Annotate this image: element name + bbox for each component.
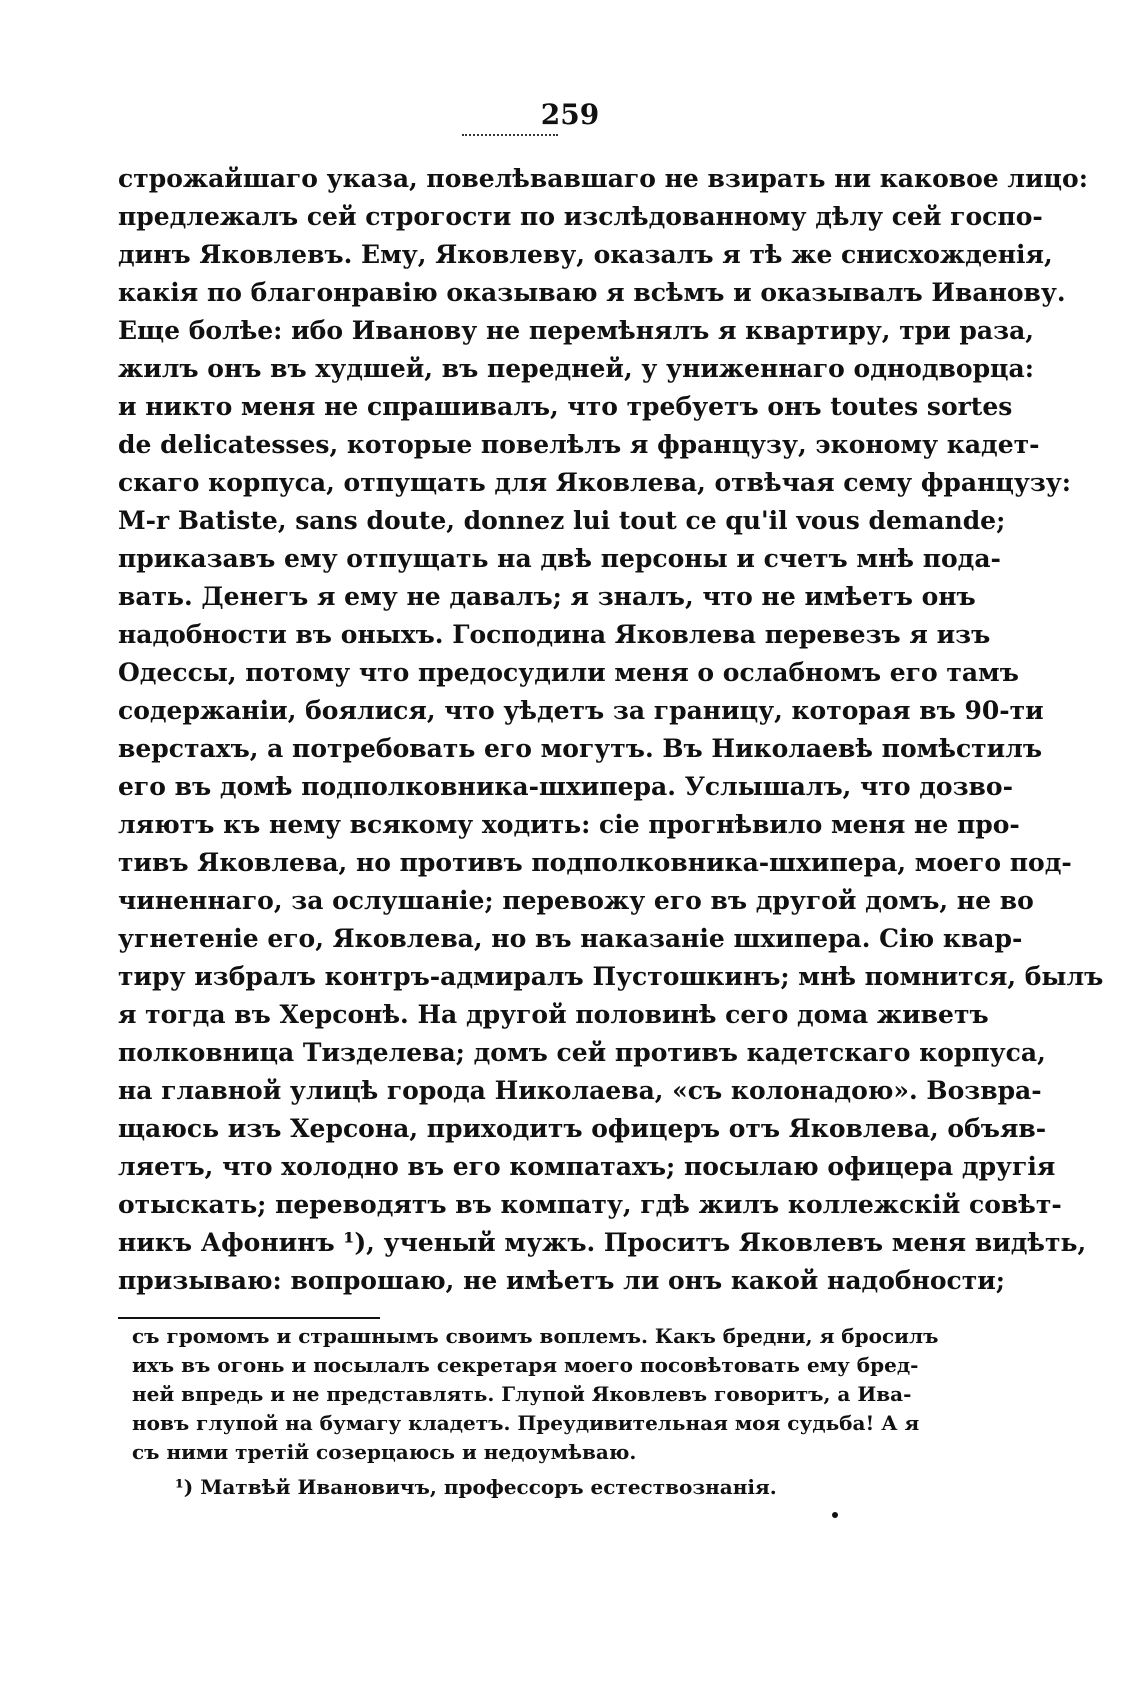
footnote-line: съ ними третій созерцаюсь и недоумѣваю. xyxy=(132,1440,637,1464)
text-line: отыскать; переводятъ въ компату, гдѣ жилъ коллежскій совѣт- xyxy=(118,1190,1062,1219)
text-line: призываю: вопрошаю, не имѣетъ ли онъ какой надобности; xyxy=(118,1266,1006,1295)
text-line: какія по благонравію оказываю я всѣмъ и оказывалъ Иванову. xyxy=(118,278,1066,307)
text-line: de delicatesses, которые повелѣлъ я французу, эконому кадет- xyxy=(118,430,1040,459)
page-number: 259 xyxy=(540,98,600,131)
text-line: на главной улицѣ города Николаева, «съ колонадою». Возвра- xyxy=(118,1076,1042,1105)
text-line: жилъ онъ въ худшей, въ передней, у униженнаго однодворца: xyxy=(118,354,1034,383)
ink-speck xyxy=(832,1512,838,1518)
text-line: ляютъ къ нему всякому ходить: сіе прогнѣвило меня не про- xyxy=(118,810,1020,839)
text-line: угнетеніе его, Яковлева, но въ наказаніе шхипера. Сію квар- xyxy=(118,924,1023,953)
text-line: тивъ Яковлева, но противъ подполковника-шхипера, моего под- xyxy=(118,848,1072,877)
text-line: я тогда въ Херсонѣ. На другой половинѣ сего дома живетъ xyxy=(118,1000,989,1029)
footnote-rule xyxy=(118,1317,380,1319)
footnote-text: Матвѣй Ивановичъ, профессоръ естествознанія. xyxy=(200,1475,777,1499)
text-line: тиру избралъ контръ-адмиралъ Пустошкинъ; мнѣ помнится, былъ xyxy=(118,962,1104,991)
text-line: вать. Денегъ я ему не давалъ; я зналъ, что не имѣетъ онъ xyxy=(118,582,976,611)
text-line: его въ домѣ подполковника-шхипера. Услышалъ, что дозво- xyxy=(118,772,1013,801)
body-text xyxy=(118,160,1104,1300)
footnote-line: съ громомъ и страшнымъ своимъ воплемъ. Какъ бредни, я бросилъ xyxy=(132,1324,939,1348)
footnote-line: ихъ въ огонь и посылалъ секретаря моего посовѣтовать ему бред- xyxy=(132,1353,919,1377)
text-line: щаюсь изъ Херсона, приходитъ офицеръ отъ Яковлева, объяв- xyxy=(118,1114,1047,1143)
text-line: предлежалъ сей строгости по изслѣдованному дѣлу сей госпо- xyxy=(118,202,1043,231)
page-number-rule xyxy=(462,134,558,136)
text-line: и никто меня не спрашивалъ, что требуетъ онъ toutes sortes xyxy=(118,392,1013,421)
footnote-continuation xyxy=(132,1322,939,1467)
text-line: строжайшаго указа, повелѣвавшаго не взирать ни каковое лицо: xyxy=(118,164,1088,193)
text-line: надобности въ оныхъ. Господина Яковлева перевезъ я изъ xyxy=(118,620,991,649)
text-line: ляетъ, что холодно въ его компатахъ; посылаю офицера другія xyxy=(118,1152,1056,1181)
text-line: полковница Тизделева; домъ сей противъ кадетскаго корпуса, xyxy=(118,1038,1046,1067)
text-line: никъ Афонинъ ¹), ученый мужъ. Проситъ Яковлевъ меня видѣть, xyxy=(118,1228,1087,1257)
text-line: приказавъ ему отпущать на двѣ персоны и счетъ мнѣ пода- xyxy=(118,544,1001,573)
text-line: динъ Яковлевъ. Ему, Яковлеву, оказалъ я тѣ же снисхожденія, xyxy=(118,240,1053,269)
footnote-line: ней впредь и не представлять. Глупой Яковлевъ говоритъ, а Ива- xyxy=(132,1382,912,1406)
text-line: Одессы, потому что предосудили меня о ослабномъ его тамъ xyxy=(118,658,1019,687)
text-line: верстахъ, а потребовать его могутъ. Въ Николаевѣ помѣстилъ xyxy=(118,734,1042,763)
text-line: Еще болѣе: ибо Иванову не перемѣнялъ я квартиру, три раза, xyxy=(118,316,1034,345)
text-line: содержаніи, боялися, что уѣдетъ за границу, которая въ 90-ти xyxy=(118,696,1044,725)
text-line: скаго корпуса, отпущать для Яковлева, отвѣчая сему французу: xyxy=(118,468,1072,497)
text-line: чиненнаго, за ослушаніе; перевожу его въ другой домъ, не во xyxy=(118,886,1034,915)
footnote xyxy=(175,1475,777,1499)
text-line: M-r Batiste, sans doute, donnez lui tout ce qu'il vous demande; xyxy=(118,506,1006,535)
footnote-marker: ¹) xyxy=(175,1475,194,1499)
footnote-line: новъ глупой на бумагу кладетъ. Преудивительная моя судьба! А я xyxy=(132,1411,920,1435)
